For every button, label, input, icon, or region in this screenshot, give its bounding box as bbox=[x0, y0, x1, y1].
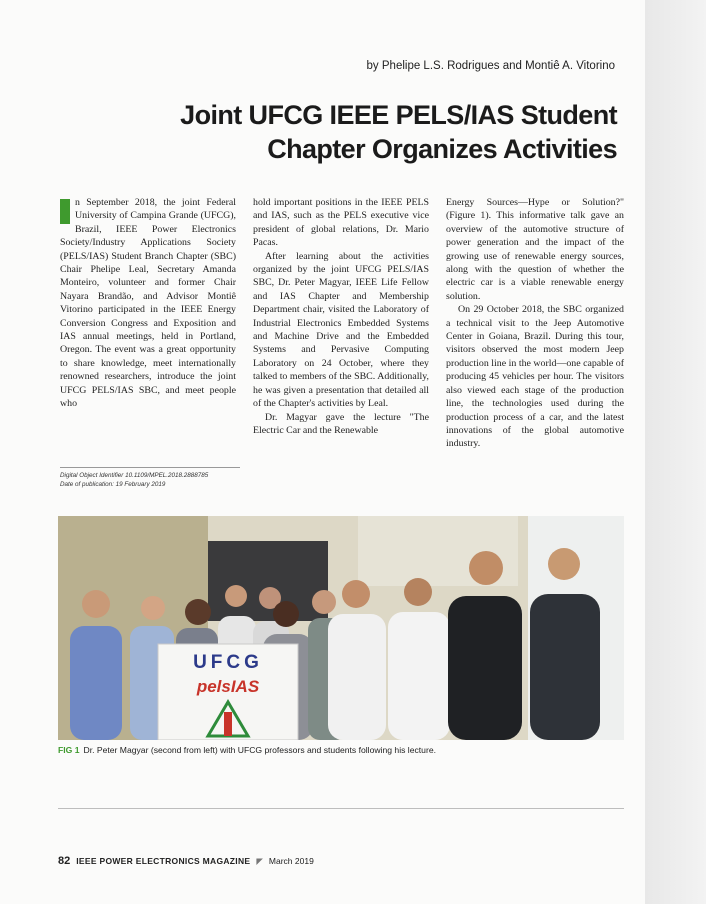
paragraph: hold important positions in the IEEE PELS and IAS, such as the PELS executive vice president of global relations, Dr. Mario Pacas. bbox=[253, 197, 429, 249]
paragraph: On 29 October 2018, the SBC organized a technical visit to the Jeep Automotive Center in Goiana, Brazil. During this tour, visitors observed the most modern Jeep production line in the world—one capable of producing 45 vehicles per hour. The visitors also viewed each stage of the production line, the technologies used during the production process of a car, and the latest innovations of the global automotive industry. bbox=[446, 304, 624, 450]
figure-caption bbox=[58, 745, 628, 755]
figure-label: FIG 1 bbox=[58, 745, 80, 755]
article-title bbox=[97, 98, 617, 166]
title-line-1: Joint UFCG IEEE PELS/IAS Student bbox=[180, 100, 617, 130]
page-number: 82 bbox=[58, 855, 71, 867]
paragraph: Energy Sources—Hype or Solution?" (Figure 1). This informative talk gave an overview of the automotive structure of power generation and the impact of the growing use of renewable energy sources, along with the question of whether the electric car is a viable renewable energy solution. bbox=[446, 197, 624, 302]
article-byline: by Phelipe L.S. Rodrigues and Montiê A. Vitorino bbox=[366, 60, 615, 72]
page-footer bbox=[58, 855, 314, 867]
paragraph: Dr. Magyar gave the lecture "The Electric Car and the Renewable bbox=[253, 411, 429, 436]
caption-text: Dr. Peter Magyar (second from left) with UFCG professors and students following his lecture. bbox=[83, 745, 436, 755]
text-column-3 bbox=[446, 196, 624, 451]
publication-date-line: Date of publication: 19 February 2019 bbox=[60, 481, 166, 488]
group-photo bbox=[58, 516, 624, 740]
issue-date: March 2019 bbox=[268, 856, 314, 866]
footer-separator-icon: ◤ bbox=[256, 856, 263, 866]
group-photo-illustration bbox=[58, 516, 624, 740]
text-column-1 bbox=[60, 196, 236, 411]
footer-divider bbox=[58, 808, 624, 809]
drop-cap-mark bbox=[60, 199, 70, 224]
title-line-2: Chapter Organizes Activities bbox=[267, 134, 617, 164]
ufcg-banner bbox=[158, 644, 298, 740]
banner-logo-text: pelsIAS bbox=[196, 677, 260, 696]
text-column-2 bbox=[253, 196, 429, 437]
magazine-name: IEEE POWER ELECTRONICS MAGAZINE bbox=[76, 856, 251, 866]
page-edge-shadow bbox=[645, 0, 706, 904]
doi-line: Digital Object Identifier 10.1109/MPEL.2018.2888785 bbox=[60, 472, 209, 479]
paragraph: n September 2018, the joint Federal University of Campina Grande (UFCG), Brazil, IEEE Power Electronics Society/Industry Applications Society (PELS/IAS) Student Branch Chapter (SBC) Chair Phelipe Leal, Secretary Amanda Monteiro, volunteer and former Chair Nayara Brandão, and Advisor Montiê Vitorino participated in the IEEE Energy Conversion Congress and Exposition and IAS annual meetings, held in Portland, Oregon. The event was a great opportunity to share knowledge, meet internationally renowned researchers, introduce the joint UFCG PELS/IAS SBC, and meet people who bbox=[60, 197, 236, 410]
doi-note bbox=[60, 467, 240, 489]
banner-title: UFCG bbox=[193, 652, 263, 673]
paragraph: After learning about the activities organized by the joint UFCG PELS/IAS SBC, Dr. Peter Magyar, IEEE Life Fellow and IAS Chapter and Membership Department chair, visited the Laboratory of Industrial Electronics Embedded Systems and Machine Drive and the Embedded Systems and Pervasive Computing Laboratory on 24 October, where they talked to members of the SBC. Additionally, he was given a presentation that detailed all of the Chapter's activities by Leal. bbox=[253, 250, 429, 410]
